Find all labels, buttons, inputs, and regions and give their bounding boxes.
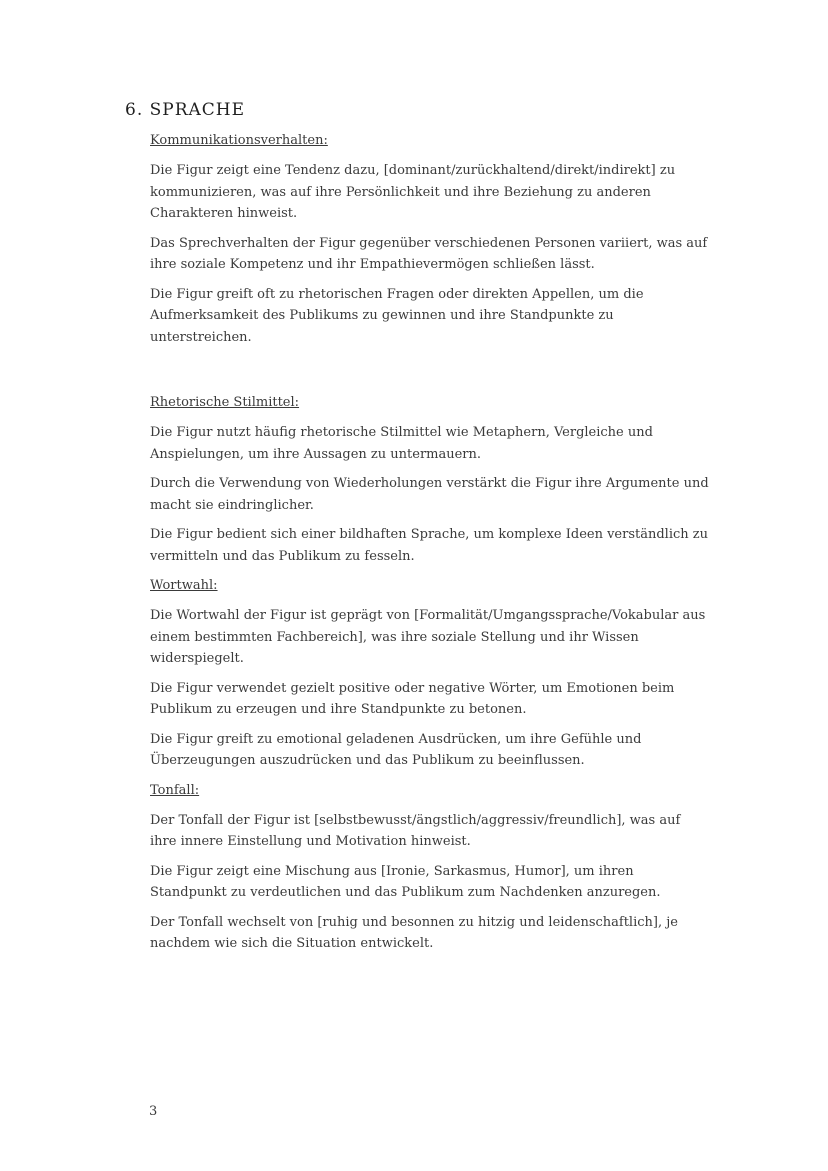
section-wortwahl: [150, 575, 710, 772]
paragraph: Die Figur zeigt eine Mischung aus [Ironie, Sarkasmus, Humor], um ihren Standpunkt zu verdeutlichen und das Publikum zum Nachdenken anzuregen.: [150, 863, 661, 900]
paragraph: Die Figur zeigt eine Tendenz dazu, [dominant/zurückhaltend/direkt/indirekt] zu kommunizieren, was auf ihre Persönlichkeit und ihre Beziehung zu anderen Charakteren hinweist.: [150, 163, 676, 221]
section-tonfall: [150, 780, 710, 955]
paragraph: Das Sprechverhalten der Figur gegenüber verschiedenen Personen variiert, was auf ihre soziale Kompetenz und ihr Empathievermögen schließen lässt.: [150, 235, 708, 272]
paragraph: Der Tonfall wechselt von [ruhig und besonnen zu hitzig und leidenschaftlich], je nachdem wie sich die Situation entwickelt.: [150, 914, 678, 951]
paragraph: Die Wortwahl der Figur ist geprägt von [Formalität/Umgangssprache/Vokabular aus einem bestimmten Fachbereich], was ihre soziale Stellung und ihr Wissen widerspiegelt.: [150, 608, 706, 666]
paragraph: Die Figur nutzt häufig rhetorische Stilmittel wie Metaphern, Vergleiche und Anspielungen, um ihre Aussagen zu untermauern.: [150, 425, 653, 462]
paragraph: Die Figur greift zu emotional geladenen Ausdrücken, um ihre Gefühle und Überzeugungen auszudrücken und das Publikum zu beeinflussen.: [150, 731, 642, 768]
section-title: Rhetorische Stilmittel:: [150, 395, 300, 410]
page-number: 3: [149, 1104, 158, 1119]
blank-line: [150, 356, 710, 392]
document-body: [150, 130, 710, 963]
section-title: Wortwahl:: [150, 578, 218, 593]
section-rhetorische-stilmittel: [150, 392, 710, 567]
paragraph: Die Figur verwendet gezielt positive oder negative Wörter, um Emotionen beim Publikum zu erzeugen und ihre Standpunkte zu betonen.: [150, 680, 675, 717]
section-title: Kommunikationsverhalten:: [150, 133, 328, 148]
section-kommunikationsverhalten: [150, 130, 710, 348]
paragraph: Durch die Verwendung von Wiederholungen verstärkt die Figur ihre Argumente und macht sie eindringlicher.: [150, 476, 709, 513]
paragraph: Die Figur bedient sich einer bildhaften Sprache, um komplexe Ideen verständlich zu vermitteln und das Publikum zu fesseln.: [150, 527, 708, 564]
section-heading: 6. SPRACHE: [125, 100, 246, 120]
paragraph: Die Figur greift oft zu rhetorischen Fragen oder direkten Appellen, um die Aufmerksamkeit des Publikums zu gewinnen und ihre Standpunkte zu unterstreichen.: [150, 286, 644, 345]
section-title: Tonfall:: [150, 782, 200, 798]
paragraph: Der Tonfall der Figur ist [selbstbewusst/ängstlich/aggressiv/freundlich], was auf ihre innere Einstellung und Motivation hinweist.: [150, 812, 681, 849]
